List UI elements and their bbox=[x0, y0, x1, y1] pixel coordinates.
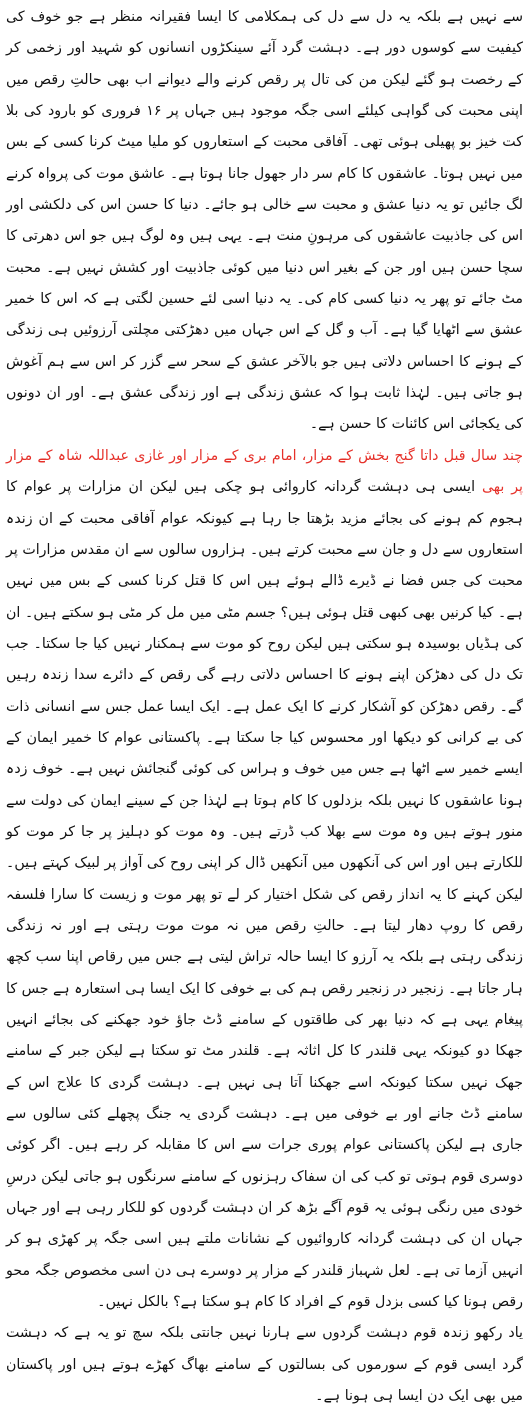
article-paragraph-3 bbox=[6, 1318, 523, 1412]
paragraph-1-text: سے نہیں ہے بلکہ یہ دل سے دل کی ہمکلامی کا ایسا فقیرانہ منظر ہے جو خوف کی کیفیت سے کوسوں دور ہے۔ دہشت گرد آئے سینکڑوں انسانوں کو شہید اور زخمی کر کے رخصت ہو گئے لیکن من کی تال پر رقص کرنے والے دیوانے اب بھی حالتِ رقص میں اپنی محبت کی گواہی کیلئے اسی جگہ موجود ہیں جہاں پر ۱۶ فروری کو بارود کی بلا کت خیز بو پھیلی ہوئی تھی۔ آفاقی محبت کے استعاروں کو ملیا میٹ کرنا کسی کے بس میں نہیں ہوتا۔ عاشقوں کا کام سر دار جھول جانا ہوتا ہے۔ عاشق موت کی پرواہ کرنے لگ جائیں تو یہ دنیا عشق و محبت سے خالی ہو جائے۔ دنیا کا حسن اس کی دلکشی اور اس کی جاذبیت عاشقوں کی مرہونِ منت ہے۔ یہی ہیں وہ لوگ ہیں جو اس دھرتی کا سچا حسن ہیں اور جن کے بغیر اس دنیا میں کوئی جاذبیت اور کشش نہیں ہے۔ محبت مٹ جائے تو پھر یہ دنیا کسی کام کی۔ یہ دنیا اسی لئے حسین لگتی ہے کہ اس کا خمیر عشق سے اٹھایا گیا ہے۔ آب و گل کے اس جہاں میں دھڑکتی مچلتی آرزوئیں ہی زندگی کے ہونے کا احساس دلاتی ہیں جو بالآخر عشق کے سحر سے گزر کر اس سے ہم آغوش ہو جاتی ہیں۔ لہٰذا ثابت ہوا کہ عشق زندگی ہے اور زندگی عشق ہے۔ اور ان دونوں کی یکجائی اس کائنات کا حسن ہے۔ bbox=[6, 9, 523, 433]
paragraph-2-text: ایسی ہی دہشت گردانہ کاروائی ہو چکی ہیں لیکن ان مزارات پر عوام کا ہجوم کم ہونے کی بجائے مزید بڑھتا جا رہا ہے کیونکہ عوام آفاقی محبت کے ان زندہ استعاروں سے دل و جان سے محبت کرتے ہیں۔ ہزاروں سالوں سے ان مقدس مزارات پر محبت کی جس فضا نے ڈیرے ڈالے ہوئے ہیں اس کا قتل کرنا کسی کے بس میں نہیں ہے۔ کیا کرنیں بھی کبھی قتل ہوئی ہیں؟ جسم مٹی میں مل کر مٹی ہو سکتے ہیں۔ ان کی ہڈیاں بوسیدہ ہو سکتی ہیں لیکن روح کو موت سے ہمکنار نہیں کیا جا سکتا۔ جب تک دل کی دھڑکن اپنے ہونے کا احساس دلاتی رہے گی رقص کے دائرے سدا زندہ رہیں گے۔ رقص دھڑکن کو آشکار کرنے کا ایک عمل ہے۔ ایک ایسا عمل جس سے انسانی ذات کی بے کرانی کو دیکھا اور محسوس کیا جا سکتا ہے۔ پاکستانی عوام کا خمیر ایمان کے ایسے خمیر سے اٹھا ہے جس میں خوف و ہراس کی کوئی گنجائش نہیں ہے۔ خوف زدہ ہونا عاشقوں کا نہیں بلکہ بزدلوں کا کام ہوتا ہے لہٰذا جن کے سینے ایمان کی دولت سے منور ہوتے ہیں وہ موت سے بھلا کب ڈرتے ہیں۔ وہ موت کو دہلیز پر جا کر موت کو للکارتے ہیں اور اس کی آنکھوں میں آنکھیں ڈال کر اپنی روح کی آواز پر لبیک کہتے ہیں۔ لیکن کہنے کا یہ انداز رقص کی شکل اختیار کر لے تو پھر موت و زیست کا سارا فلسفہ رقص کا روپ دھار لیتا ہے۔ حالتِ رقص میں نہ موت موت رہتی ہے اور نہ زندگی زندگی رہتی ہے بلکہ یہ آرزو کا ایسا حالہ تراش لیتی ہے جس میں رقاص اپنا سب کچھ ہار جاتا ہے۔ زنجیر در زنجیر رقص ہم کی بے خوفی کا ایک ایسا ہی استعارہ ہے جس کا پیغام یہی ہے کہ دنیا بھر کی طاقتوں کے سامنے ڈٹ جاؤ خود جھکنے کی بجائے انہیں جھکا دو کیونکہ یہی قلندر کا کل اثاثہ ہے۔ قلندر مٹ تو سکتا ہے لیکن جبر کے سامنے جھک نہیں سکتا کیونکہ اسے جھکنا آتا ہی نہیں ہے۔ دہشت گردی کا علاج اس کے سامنے ڈٹ جانے اور بے خوفی میں ہے۔ دہشت گردی یہ جنگ پچھلے کئی سالوں سے جاری ہے لیکن پاکستانی عوام پوری جرات سے اس کا مقابلہ کر رہے ہیں۔ اگر کوئی دوسری قوم ہوتی تو کب کی ان سفاک رہزنوں کے سامنے سرنگوں ہو جاتی لیکن درسِ خودی میں رنگی ہوئی یہ قوم آگے بڑھ کر ان دہشت گردوں کو للکار رہی ہے اور جہاں جہاں ان کی دہشت گردانہ کاروائیوں کے نشانات ملتے ہیں اسی جگہ پر کھڑی ہو کر انہیں آزما تی ہے۔ لعل شہباز قلندر کے مزار پر دوسرے ہی دن اسی مخصوص جگہ محو رقص ہونا کیا کسی بزدل قوم کے افراد کا کام ہو سکتا ہے؟ بالکل نہیں۔ bbox=[6, 479, 523, 1311]
article-paragraph-1 bbox=[6, 2, 523, 441]
paragraph-2-highlight: چند سال قبل داتا گنج بخش کے مزار، امام بری کے مزار اور غازی عبداللہ شاہ کے مزار پر بھی bbox=[6, 447, 523, 496]
article-paragraph-2 bbox=[6, 441, 523, 1319]
paragraph-3-text: یاد رکھو زندہ قوم دہشت گردوں سے ہارنا نہیں جانتی بلکہ سچ تو یہ ہے کہ دہشت گرد ایسی قوم کے سورموں کی بسالتوں کے سامنے بھاگ کھڑے ہوتے ہیں اور پاکستان میں بھی ایک دن ایسا ہی ہونا ہے۔ bbox=[6, 1325, 523, 1405]
